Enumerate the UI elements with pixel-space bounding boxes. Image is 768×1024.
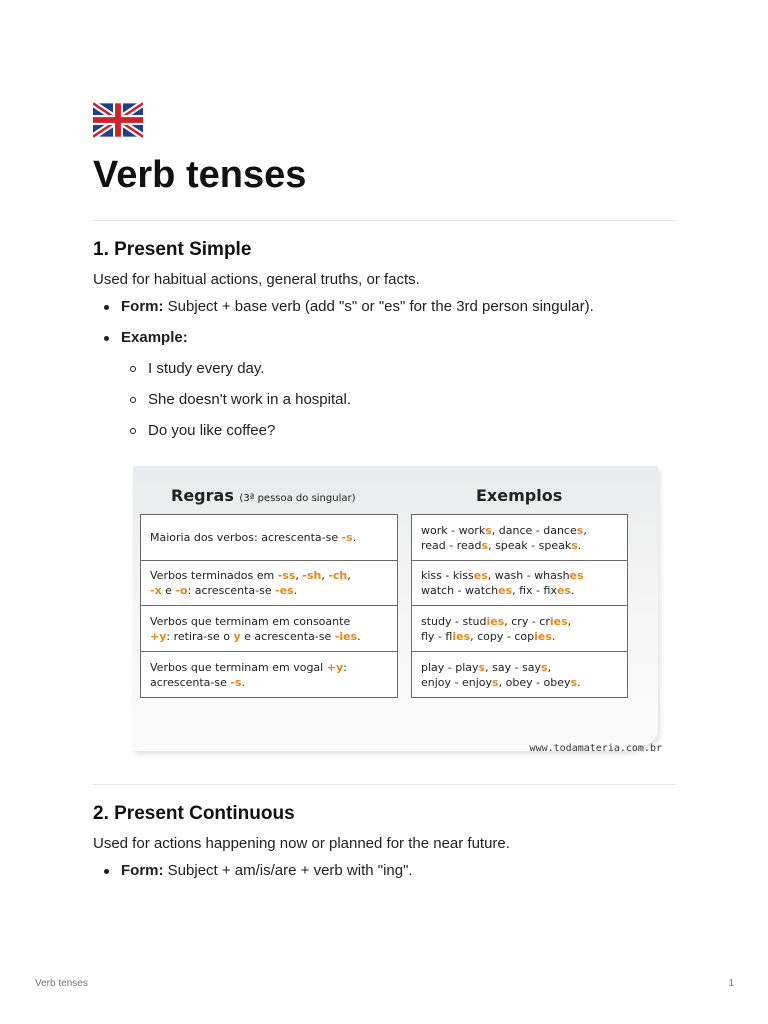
cell-text: . (570, 584, 575, 597)
divider (93, 784, 676, 785)
examples-table (411, 514, 628, 698)
highlighted-suffix: s (481, 538, 489, 552)
cell-text: : acrescenta-se (187, 584, 276, 597)
section-description: Used for actions happening now or planned for the near future. (93, 835, 510, 852)
list-item-form (93, 861, 676, 881)
uk-flag-icon (93, 102, 143, 138)
form-text: Subject + base verb (add "s" or "es" for the 3rd person singular). (163, 298, 594, 315)
highlighted-suffix: -ch (328, 569, 348, 582)
cell-text: : retira-se o (166, 629, 234, 643)
form-text: Subject + am/is/are + verb with "ing". (163, 862, 413, 879)
rule-cell (141, 515, 398, 561)
highlighted-suffix: -s (341, 531, 353, 544)
rule-cell (141, 606, 398, 652)
cell-text: Verbos que terminam em consoante (150, 614, 351, 628)
cell-text: . (241, 675, 245, 689)
highlighted-suffix: s (571, 538, 578, 552)
rules-table (140, 514, 398, 698)
highlighted-suffix: s (576, 523, 584, 537)
cell-text: read - read (421, 538, 482, 552)
section-description: Used for habitual actions, general truths, or facts. (93, 271, 420, 288)
cell-text: e acrescenta-se (240, 629, 335, 643)
highlighted-suffix: -sh (302, 569, 322, 582)
list-item: I study every day. (121, 359, 676, 379)
list-item: Do you like coffee? (121, 421, 676, 441)
cell-text: , copy - cop (470, 629, 535, 643)
cell-text: , fix - fix (512, 584, 557, 597)
cell-text: study - stud (421, 614, 487, 628)
cell-text: Maioria dos verbos: acrescenta-se (150, 531, 342, 544)
highlighted-suffix: s (485, 523, 492, 537)
cell-text: play - play (421, 660, 479, 674)
cell-text: e (161, 584, 176, 597)
highlighted-suffix: es (556, 584, 571, 597)
cell-text: , obey - obey (498, 675, 571, 689)
cell-text: , speak - speak (488, 538, 572, 552)
cell-text: acrescenta-se (150, 675, 231, 689)
cell-text: , cry - cr (504, 614, 550, 628)
cell-text: , say - say (485, 660, 542, 674)
rules-header (171, 486, 356, 505)
highlighted-suffix: y (233, 629, 241, 643)
form-label: Form: (121, 862, 164, 879)
cell-text: . (293, 584, 298, 597)
highlighted-suffix: s (541, 660, 548, 674)
cell-text: : (343, 660, 347, 674)
cell-text: , wash - whash (487, 569, 570, 582)
highlighted-suffix: -ies (334, 629, 358, 643)
highlighted-suffix: -x (150, 584, 162, 597)
highlighted-suffix: +y (150, 629, 167, 643)
cell-text: Verbos que terminam em vogal (150, 660, 327, 674)
list-item: She doesn't work in a hospital. (121, 390, 676, 410)
highlighted-suffix: -s (230, 675, 242, 689)
cell-text: work - work (421, 523, 486, 537)
rules-card (133, 466, 658, 751)
bullet-list (93, 297, 676, 441)
cell-text: , (547, 660, 552, 674)
footer-title: Verb tenses (35, 978, 88, 989)
highlighted-suffix: +y (326, 660, 344, 674)
cell-text: fly - fl (421, 629, 453, 643)
document-page (93, 96, 676, 881)
highlighted-suffix: ies (486, 614, 505, 628)
list-item-form (93, 297, 676, 317)
cell-text: . (577, 675, 581, 689)
example-list (121, 359, 676, 441)
section-heading-present-simple: 1. Present Simple (93, 239, 252, 260)
cell-text: , (347, 569, 351, 582)
highlighted-suffix: s (478, 660, 486, 674)
cell-text: watch - watch (421, 584, 499, 597)
form-label: Form: (121, 298, 164, 315)
divider (93, 220, 676, 221)
cell-text: , (295, 569, 303, 582)
highlighted-suffix: es (473, 569, 488, 582)
cell-text: . (551, 629, 556, 643)
page-title: Verb tenses (93, 154, 307, 196)
cell-text: , dance - dance (491, 523, 577, 537)
list-item-example (93, 328, 676, 441)
example-cell (412, 652, 628, 698)
highlighted-suffix: -es (275, 584, 294, 597)
highlighted-suffix: s (492, 675, 499, 689)
cell-text: , (321, 569, 329, 582)
rule-cell (141, 652, 398, 698)
examples-header: Exemplos (476, 486, 563, 505)
section-heading-present-continuous: 2. Present Continuous (93, 803, 295, 824)
image-source: www.todamateria.com.br (529, 743, 662, 754)
highlighted-suffix: es (498, 584, 513, 597)
bullet-list (93, 861, 676, 881)
example-cell (412, 561, 628, 606)
cell-text: . (577, 538, 582, 552)
rule-cell (141, 561, 398, 606)
highlighted-suffix: -ss (277, 569, 296, 582)
example-cell (412, 606, 628, 652)
cell-text: Verbos terminados em (150, 569, 278, 582)
highlighted-suffix: ies (452, 629, 471, 643)
cell-text: kiss - kiss (421, 569, 474, 582)
highlighted-suffix: ies (534, 629, 552, 643)
highlighted-suffix: ies (549, 614, 568, 628)
cell-text: , (583, 523, 587, 537)
rules-title: Regras (171, 486, 234, 505)
example-cell (412, 515, 628, 561)
cell-text: enjoy - enjoy (421, 675, 493, 689)
rules-subtitle: (3ª pessoa do singular) (239, 493, 356, 504)
highlighted-suffix: -o (175, 584, 188, 597)
page-number: 1 (728, 978, 734, 989)
cell-text: , (567, 614, 572, 628)
highlighted-suffix: es (569, 569, 584, 582)
cell-text: . (352, 531, 357, 544)
cell-text: . (357, 629, 361, 643)
highlighted-suffix: s (570, 675, 578, 689)
grammar-rules-image (133, 466, 678, 784)
example-label: Example: (121, 329, 188, 346)
